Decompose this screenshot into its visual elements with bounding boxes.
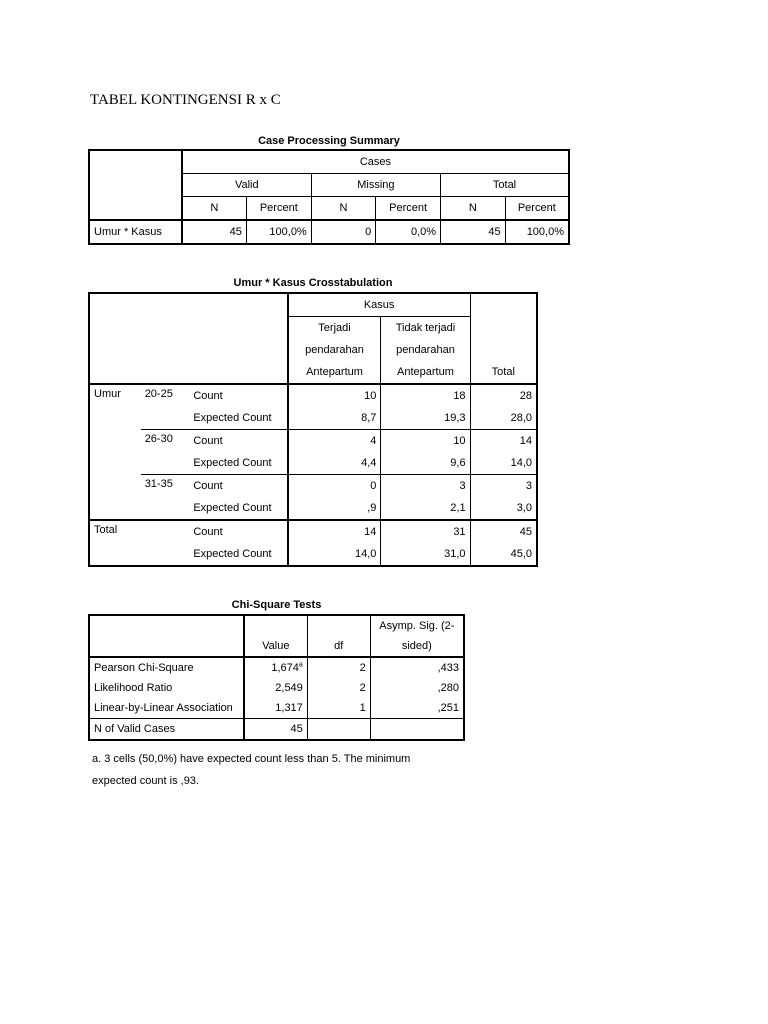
df-header-spacer <box>307 615 370 636</box>
cell-value: 3 <box>381 475 470 498</box>
cell-value: 45 <box>441 220 506 244</box>
test-label: N of Valid Cases <box>94 723 176 735</box>
stub-header <box>89 150 182 220</box>
cell-value: 14 <box>288 520 381 543</box>
cell-value: 3,0 <box>470 497 537 520</box>
cell-value: 2 <box>307 678 370 698</box>
cell-value: 1 <box>307 698 370 719</box>
cell-value: 14 <box>470 430 537 453</box>
col1-header-line: Antepartum <box>288 361 381 384</box>
cell-value: 2,549 <box>244 678 307 698</box>
cell-value: 2 <box>307 657 370 678</box>
value-header: Value <box>244 636 307 657</box>
cell-value: 3 <box>470 475 537 498</box>
cell-value: 28 <box>470 384 537 407</box>
footnote-marker: a <box>298 661 303 669</box>
cell-value: ,251 <box>370 698 464 719</box>
df-header: df <box>307 636 370 657</box>
col1-header-line: pendarahan <box>288 339 381 361</box>
count-label: Count <box>193 480 223 492</box>
case-processing-title: Case Processing Summary <box>258 135 400 147</box>
value-header-spacer <box>244 615 307 636</box>
row-var-label: Umur <box>94 388 121 400</box>
cell-value <box>244 657 307 678</box>
cell-value: 10 <box>288 384 381 407</box>
sig-header-line: sided) <box>370 636 464 657</box>
sub-header: N <box>441 197 506 221</box>
group-label: 20-25 <box>141 384 190 430</box>
kasus-header: Kasus <box>288 293 470 317</box>
test-label: Likelihood Ratio <box>94 682 173 694</box>
cell-value: 45,0 <box>470 543 537 566</box>
col2-header-line: pendarahan <box>381 339 470 361</box>
cell-value: 10 <box>381 430 470 453</box>
cell-value <box>370 719 464 741</box>
total-header: Total <box>441 174 569 197</box>
cell-value: 19,3 <box>381 407 470 430</box>
cell-value: 14,0 <box>470 452 537 475</box>
cell-value: 100,0% <box>505 220 569 244</box>
cell-value: 100,0% <box>246 220 311 244</box>
group-label: 26-30 <box>141 430 190 475</box>
valid-header: Valid <box>182 174 311 197</box>
chi-square-title: Chi-Square Tests <box>231 599 322 611</box>
cell-value: 14,0 <box>288 543 381 566</box>
sub-header: Percent <box>505 197 569 221</box>
test-value: 1,674 <box>271 662 299 674</box>
sub-header: N <box>311 197 376 221</box>
col2-header-line: Antepartum <box>381 361 470 384</box>
crosstab-table <box>88 292 538 567</box>
total-row-label: Total <box>89 520 189 566</box>
cell-value: 45 <box>470 520 537 543</box>
sig-header-line: Asymp. Sig. (2- <box>370 615 464 636</box>
cell-value <box>307 719 370 741</box>
page-heading: TABEL KONTINGENSI R x C <box>90 92 281 108</box>
cell-value: 45 <box>244 719 307 741</box>
stub-header <box>89 615 244 657</box>
cell-value: 45 <box>182 220 247 244</box>
cell-value: 4 <box>288 430 381 453</box>
cell-value: 0,0% <box>376 220 441 244</box>
group-label: 31-35 <box>141 475 190 521</box>
cell-value: 4,4 <box>288 452 381 475</box>
stub-header <box>89 293 288 384</box>
sub-header: Percent <box>246 197 311 221</box>
expected-label: Expected Count <box>189 452 287 475</box>
row-label: Umur * Kasus <box>94 226 162 238</box>
case-processing-table <box>88 149 570 245</box>
test-label: Pearson Chi-Square <box>94 662 194 674</box>
col2-header-line: Tidak terjadi <box>381 317 470 340</box>
count-label: Count <box>193 435 223 447</box>
cell-value: 18 <box>381 384 470 407</box>
cell-value: 28,0 <box>470 407 537 430</box>
cell-value: 0 <box>288 475 381 498</box>
test-label: Linear-by-Linear Association <box>89 698 244 719</box>
cases-header: Cases <box>182 150 569 174</box>
footnote-line: expected count is ,93. <box>92 775 200 787</box>
chi-square-table <box>88 614 465 741</box>
footnote-line: a. 3 cells (50,0%) have expected count less than 5. The minimum <box>92 753 411 765</box>
crosstab-title: Umur * Kasus Crosstabulation <box>233 277 393 289</box>
cell-value: 31 <box>381 520 470 543</box>
missing-header: Missing <box>311 174 440 197</box>
count-label: Count <box>189 520 287 543</box>
expected-label: Expected Count <box>189 407 287 430</box>
total-spacer <box>470 293 537 361</box>
col1-header-line: Terjadi <box>288 317 381 340</box>
sub-header: N <box>182 197 247 221</box>
expected-label: Expected Count <box>193 548 272 560</box>
cell-value: 1,317 <box>244 698 307 719</box>
cell-value: 8,7 <box>288 407 381 430</box>
cell-value: 31,0 <box>381 543 470 566</box>
sub-header: Percent <box>376 197 441 221</box>
total-header: Total <box>470 361 537 384</box>
count-label: Count <box>193 390 223 402</box>
cell-value: ,280 <box>370 678 464 698</box>
cell-value: 2,1 <box>381 497 470 520</box>
expected-label: Expected Count <box>189 497 287 520</box>
cell-value: ,9 <box>288 497 381 520</box>
cell-value: 0 <box>311 220 376 244</box>
cell-value: 9,6 <box>381 452 470 475</box>
cell-value: ,433 <box>370 657 464 678</box>
